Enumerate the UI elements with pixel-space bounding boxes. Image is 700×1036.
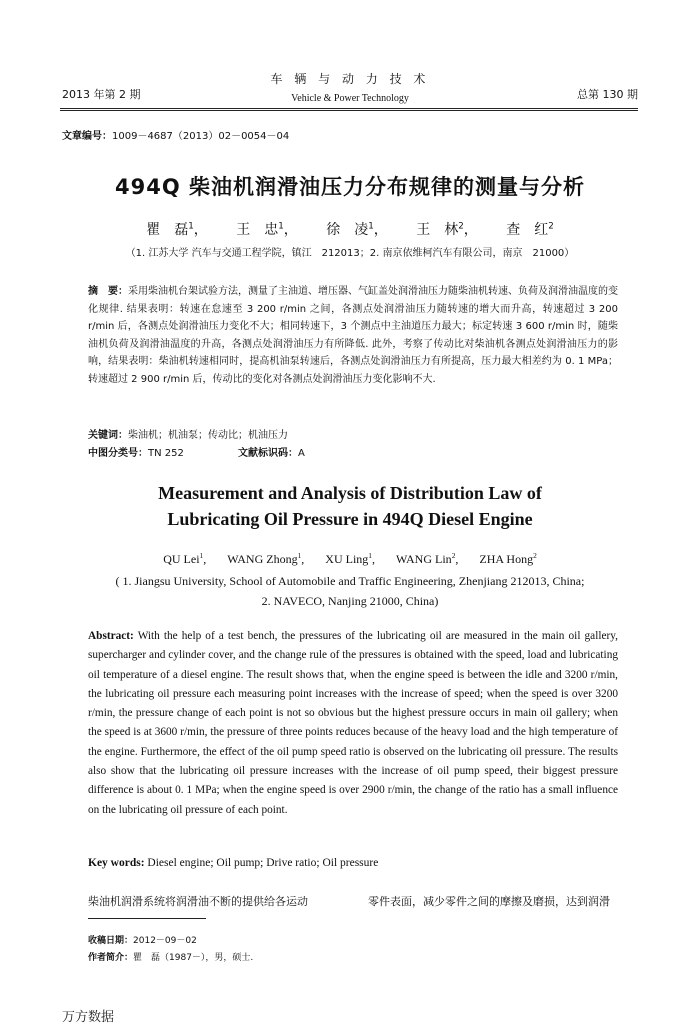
keywords-en-text: Diesel engine; Oil pump; Drive ratio; Oil pressure — [147, 857, 379, 869]
received-date — [88, 933, 197, 946]
header-total-issue: 总第 130 期 — [577, 88, 638, 101]
author-cn: 王 林$^2$， — [416, 221, 478, 238]
footnote-rule — [88, 918, 206, 919]
author-cn-sup: 1 — [278, 221, 284, 232]
author-en-name: XU Ling — [325, 552, 369, 566]
affiliation-cn: （1. 江苏大学 汽车与交通工程学院，镇江 212013；2. 南京依维柯汽车有限公司，南京 21000） — [125, 248, 575, 259]
author-cn-sup: 1 — [368, 221, 374, 232]
author-bio-label: 作者简介： — [88, 953, 134, 963]
authors-en — [0, 551, 700, 567]
header-issue: 2013 年第 2 期 — [62, 88, 141, 101]
author-en: XU Ling$^1$, — [325, 551, 376, 566]
author-en-name: QU Lei — [163, 552, 200, 566]
author-cn-name: 徐 凌 — [326, 222, 369, 238]
author-cn-name: 瞿 磊 — [146, 222, 189, 238]
header-rule-thin — [60, 110, 638, 111]
authors-cn — [0, 219, 700, 239]
author-cn-name: 王 林 — [416, 222, 459, 238]
abstract-cn-label: 摘 要： — [88, 286, 128, 297]
author-cn-name: 王 忠 — [236, 222, 279, 238]
author-cn-sup: 2 — [548, 221, 554, 232]
keywords-en-label: Key words: — [88, 857, 145, 869]
author-cn: 王 忠$^1$， — [236, 221, 298, 238]
author-en: WANG Zhong$^1$, — [227, 551, 305, 566]
journal-name-cn: 车 辆 与 动 力 技 术 — [270, 72, 430, 86]
author-en: QU Lei$^1$, — [163, 551, 207, 566]
title-en-line-2: Lubricating Oil Pressure in 494Q Diesel Engine — [167, 509, 533, 529]
keywords-cn-label: 关键词： — [88, 430, 128, 441]
abstract-en-text: With the help of a test bench, the pressures of the lubricating oil are measured in the main oil gallery, supercharger and cylinder cover, and the change rule of the pressures is obtained with the speed, load and lubricating oil temperature of a diesel engine. The result shows that, when the engine speed is between the idle and 3200 r/min, the lubricating oil pressure each measuring point increases with the increase of speed; when the speed is over 3200 r/min, the pressure change of each point is not so obvious but the highest pressure occurs in main oil gallery; when the speed is at 3600 r/min, the pressure of three points reduces because of the heavy load and the high temperature of the engine. Furthermore, the effect of the oil pump speed ratio is observed on the lubricating oil pressure. The results also show that the lubricating oil pressure increases with the increase of oil pump speed, their biggest pressure difference is about 0. 1 MPa; when the engine speed is over 2900 r/min, the change of the ratio has a small influence on the lubricating oil pressure of each point. — [88, 630, 618, 816]
title-en — [0, 480, 700, 532]
received-label: 收稿日期： — [88, 936, 134, 946]
document-code-label: 文献标识码： — [238, 448, 298, 459]
author-cn — [506, 222, 554, 238]
document-code-value: A — [298, 448, 305, 459]
author-en-name: WANG Lin — [396, 552, 452, 566]
author-cn-sup: 1 — [188, 221, 194, 232]
author-en-name: WANG Zhong — [227, 552, 298, 566]
author-cn: 徐 凌$^1$， — [326, 221, 388, 238]
body-text-right: 零件表面，减少零件之间的摩擦及磨损，达到润滑 — [368, 895, 610, 908]
keywords-cn-text: 柴油机；机油泵；传动比；机油压力 — [128, 430, 288, 441]
author-cn-name: 查 红 — [506, 222, 549, 238]
clc-number — [88, 444, 184, 459]
document-code — [238, 444, 305, 459]
clc-label: 中图分类号： — [88, 448, 148, 459]
keywords-en — [88, 857, 378, 869]
affiliation-en-line-2: 2. NAVECO, Nanjing 21000, China) — [261, 594, 439, 608]
abstract-cn-text: 采用柴油机台架试验方法，测量了主油道、增压器、气缸盖处润滑油压力随柴油机转速、负荷及润滑油温度的变化规律. 结果表明：转速在怠速至 3 200 r/min 之间，各测点处润滑油压力随转速的增大而升高，转速超过 3 200 r/min 后，各测点处润滑油压力变化不大；相同转速下，3 个测点中主油道压力最大；标定转速 3 600 r/min 时，随柴油机负荷及润滑油温度的升高，各测点处润滑油压力有所降低. 此外，考察了传动比对柴油机各测点处润滑油压力的影响，结果表明：柴油机转速相同时，提高机油泵转速后，各测点处润滑油压力有所提高，压力最大相差约为 0. 1 MPa；转速超过 2 900 r/min 后，传动比的变化对各测点处润滑油压力变化影响不大. — [88, 286, 618, 385]
clc-value: TN 252 — [148, 448, 184, 459]
header-rule — [60, 108, 638, 109]
author-bio-value: 瞿 磊（1987－），男，硕士. — [133, 953, 254, 963]
abstract-cn — [88, 283, 618, 389]
article-number-label: 文章编号： — [62, 131, 112, 142]
author-bio — [88, 950, 253, 963]
title-en-line-1: Measurement and Analysis of Distribution Law of — [158, 483, 542, 503]
author-en-sup: 1 — [297, 551, 302, 560]
received-value: 2012－09－02 — [133, 936, 197, 946]
keywords-cn — [88, 426, 288, 441]
abstract-en-label: Abstract: — [88, 630, 134, 642]
watermark: 万方数据 — [62, 1010, 115, 1025]
author-en — [479, 552, 536, 566]
article-number-value: 1009－4687（2013）02－0054－04 — [112, 131, 290, 142]
author-en-sup: 1 — [368, 551, 373, 560]
author-cn-sup: 2 — [458, 221, 464, 232]
journal-name-en: Vehicle & Power Technology — [291, 93, 409, 104]
body-text-left: 柴油机润滑系统将润滑油不断的提供给各运动 — [88, 895, 308, 908]
author-en-sup: 2 — [533, 551, 537, 560]
article-number — [62, 127, 289, 142]
author-en: WANG Lin$^2$, — [396, 551, 459, 566]
author-en-sup: 2 — [451, 551, 456, 560]
affiliation-en-line-1: ( 1. Jiangsu University, School of Automobile and Traffic Engineering, Zhenjiang 212013, China; — [115, 574, 585, 588]
author-cn: 瞿 磊$^1$， — [146, 221, 208, 238]
title-cn: 494Q 柴油机润滑油压力分布规律的测量与分析 — [115, 175, 585, 199]
author-en-name: ZHA Hong — [479, 552, 534, 566]
author-en-sup: 1 — [199, 551, 204, 560]
abstract-en — [88, 627, 618, 820]
affiliation-en — [0, 571, 700, 611]
